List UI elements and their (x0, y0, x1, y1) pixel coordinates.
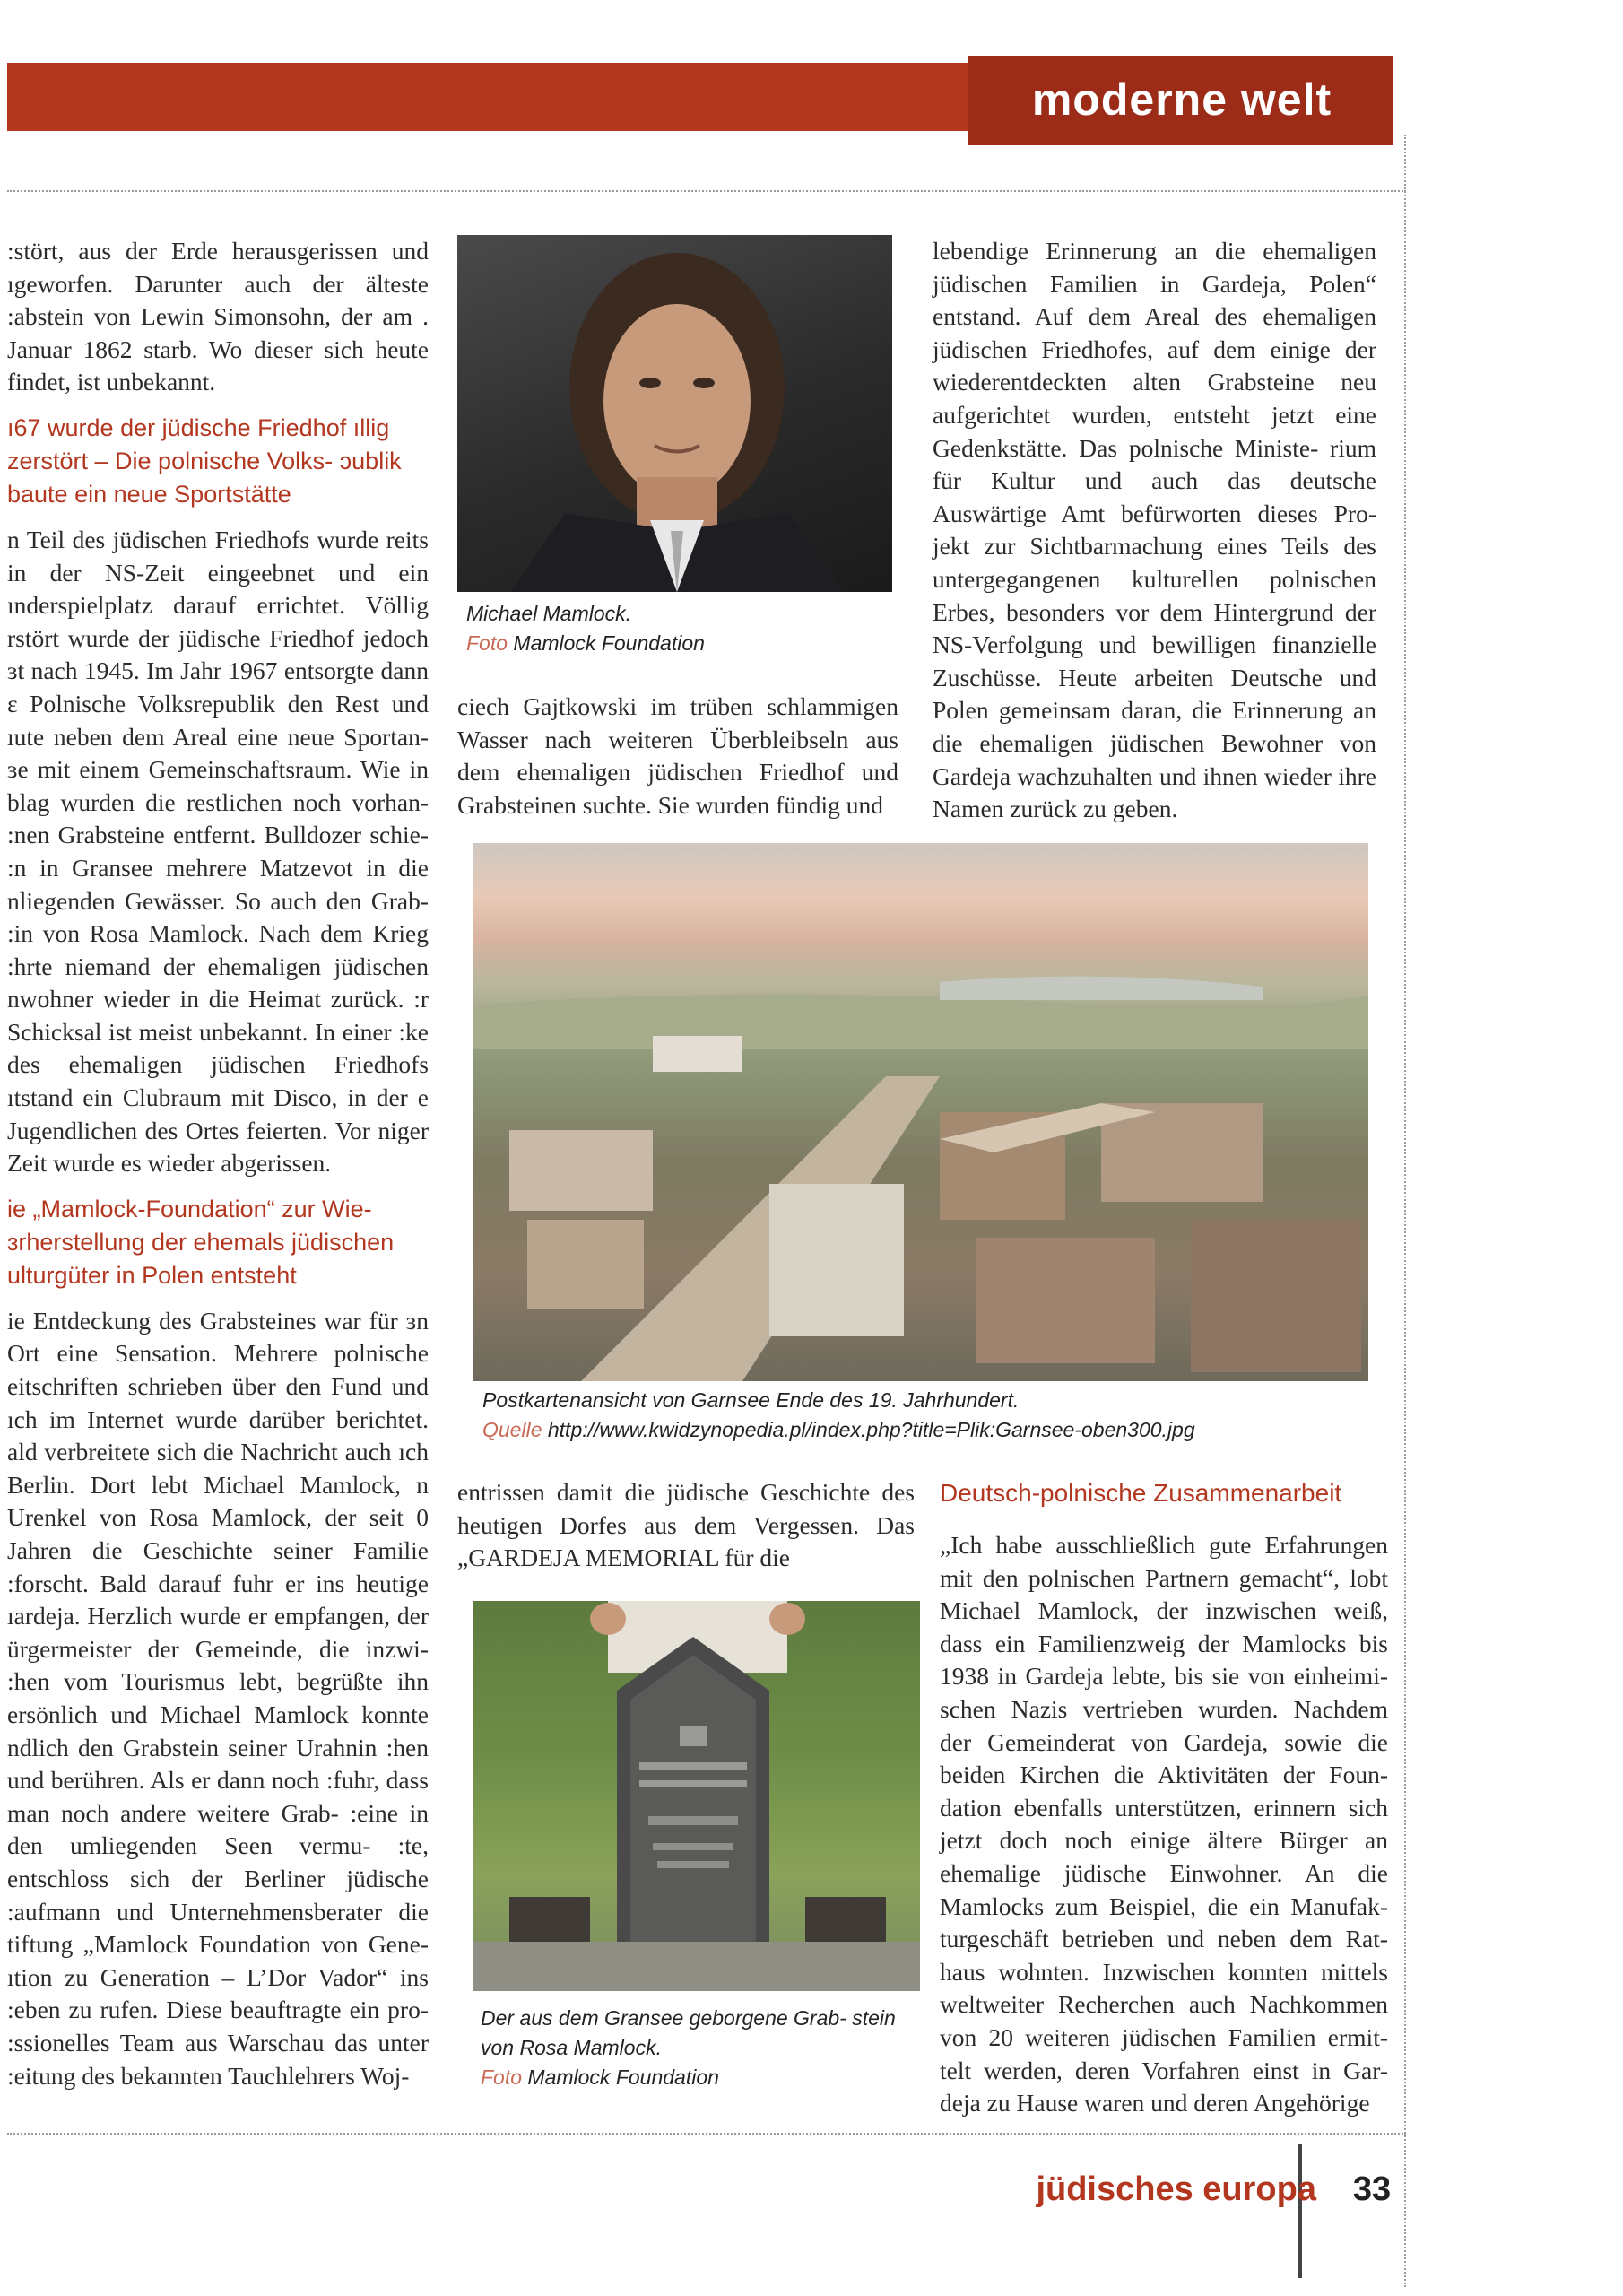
postcard-image (473, 843, 1368, 1381)
portrait-illustration (457, 235, 892, 592)
portrait-caption-source: Mamlock Foundation (513, 631, 705, 655)
col3-paragraph-1: lebendige Erinnerung an die ehemaligen jüdischen Familien in Gardeja, Polen“ entstand. Auf dem Areal des ehemaligen jüdischen Friedhofes, auf dem einige der wiederentdeckten alten Grabsteine neu aufgerichtet wurden, entsteht jetzt eine Gedenkstätte. Das polnische Ministe- rium für Kultur und auch das deutsche Auswärtige Amt befürworten dieses Pro- jekt zur Sichtbarmachung eines Teils des untergegangenen kulturellen polnischen Erbes, besonders vor dem Hintergrund der NS-Verfolgung und bewilligen finanzielle Zuschüsse. Heute arbeiten Deutsche und Polen gemeinsam daran, die Erinnerung an die ehemaligen jüdischen Bewohner von Gardeja wachzuhalten und ihnen wieder ihre Namen zurück zu geben. (933, 237, 1376, 823)
gravestone-photo (473, 1601, 920, 1991)
postcard-caption-source: http://www.kwidzynopedia.pl/index.php?title=Plik:Garnsee-oben300.jpg (547, 1418, 1195, 1441)
col3-subheading: Deutsch-polnische Zusammenarbeit (940, 1479, 1342, 1507)
col1-subheading-2: ie „Mamlock-Foundation“ zur Wie- ɜrherstellung der ehemals jüdischen ulturgüter in Polen entsteht (7, 1195, 395, 1289)
gravestone-illustration (473, 1601, 920, 1991)
gravestone-caption-text: Der aus dem Gransee geborgene Grab- stein von Rosa Mamlock. (481, 2006, 896, 2059)
gravestone-caption-label: Foto (481, 2066, 523, 2089)
bottom-dotted-rule (7, 2133, 1406, 2135)
column-3-top (933, 235, 1376, 826)
gravestone-caption (481, 2004, 920, 2092)
col1-paragraph-1: :stört, aus der Erde herausgerissen und ıgeworfen. Darunter auch der älteste :abstein von Lewin Simonsohn, der am . Januar 1862 starb. Wo dieser sich heute findet, ist unbekannt. (7, 237, 429, 396)
postcard-caption (482, 1386, 1370, 1445)
gravestone-caption-source: Mamlock Foundation (527, 2066, 719, 2089)
postcard-illustration (473, 843, 1368, 1381)
postcard-caption-label: Quelle (482, 1418, 542, 1441)
col1-paragraph-2: n Teil des jüdischen Friedhofs wurde reits in der NS-Zeit eingeebnet und ein ınderspielplatz darauf errichtet. Völlig rstört wurde der jüdische Friedhof jedoch ɜt nach 1945. Im Jahr 1967 entsorgte dann ɛ Polnische Volksrepublik den Rest und ıute neben dem Areal eine neue Sportan- ɜe mit einem Gemeinschaftsraum. Wie in blag wurden die restlichen noch vorhan- :nen Grabsteine entfernt. Bulldozer schie- :n in Gransee mehrere Matzevot in die nliegenden Gewässer. So auch den Grab- :in von Rosa Mamlock. Nach dem Krieg :hrte niemand der ehemaligen jüdischen nwohner wieder in die Heimat zurück. :r Schicksal ist meist unbekannt. In einer :ke des ehemaligen jüdischen Friedhofs ıtstand ein Clubraum mit Disco, in der e Jugendlichen des Ortes feierten. Vor niger Zeit wurde es wieder abgerissen. (7, 525, 429, 1178)
col1-subheading-1: ı67 wurde der jüdische Friedhof ıllig zerstört – Die polnische Volks- ɔublik baute ein neue Sportstätte (7, 413, 402, 508)
portrait-caption-name: Michael Mamlock. (466, 602, 632, 625)
page-number: 33 (1352, 2170, 1392, 2208)
column-2-bottom (457, 1476, 915, 1575)
postcard-caption-title: Postkartenansicht von Garnsee Ende des 19. Jahrhundert. (482, 1388, 1020, 1412)
footer-brand: jüdisches europa (1036, 2170, 1316, 2208)
portrait-photo (457, 235, 892, 592)
section-title: moderne welt (1031, 74, 1332, 125)
col1-paragraph-3: ie Entdeckung des Grabsteines war für ɜn Ort eine Sensation. Mehrere polnische eitschriften schrieben über den Fund und ıch im Internet wurde darüber berichtet. ald verbreitete sich die Nachricht auch ıch Berlin. Dort lebt Michael Mamlock, n Urenkel von Rosa Mamlock, der seit 0 Jahren die Geschichte seiner Familie :forscht. Bald darauf fuhr er ins heutige ıardeja. Herzlich wurde er empfangen, der ürgermeister der Gemeinde, die inzwi- :hen vom Tourismus lebt, begrüßte ihn ersönlich und Michael Mamlock konnte ndlich den Grabstein seiner Urahnin :hen und berühren. Als er dann noch :fuhr, dass man noch andere weitere Grab- :eine in den umliegenden Seen vermu- :te, entschloss sich der Berliner jüdische :aufmann und Unternehmensberater die tiftung „Mamlock Foundation von Gene- ıtion zu Generation – L’Dor Vador“ ins :eben zu rufen. Diese beauftragte ein pro- :ssionelles Team aus Warschau das unter :eitung des bekannten Tauchlehrers Woj- (7, 1306, 429, 2090)
column-2-top (457, 691, 898, 822)
column-1 (7, 235, 429, 2092)
col2b-paragraph-1: entrissen damit die jüdische Geschichte des heutigen Dorfes aus dem Vergessen. Das „GARDEJA MEMORIAL für die (457, 1478, 915, 1572)
top-dotted-rule (7, 190, 1406, 192)
col3b-paragraph-1: „Ich habe ausschließlich gute Erfahrungen mit den polnischen Partnern gemacht“, lobt Michael Mamlock, der inzwischen weiß, dass ein Familienzweig der Mamlocks bis 1938 in Gardeja lebte, bis sie von einheimi- schen Nazis vertrieben wurden. Nachdem der Gemeinderat von Gardeja, sowie die beiden Kirchen die Aktivitäten der Foun- dation ebenfalls unterstützen, erinnern sich jetzt doch noch einige ältere Bürger an ehemalige jüdische Einwohner. An die Mamlocks zum Beispiel, die ein Manufak- turgeschäft betrieben und neben dem Rat- haus wohnten. Inzwischen konnten mittels weltweiter Recherchen auch Nachkommen von 20 weiteren jüdischen Familien ermit- telt werden, deren Vorfahren einst in Gar- deja zu Hause waren und deren Angehörige (940, 1531, 1388, 2118)
portrait-caption-label: Foto (466, 631, 508, 655)
col2-paragraph-1: ciech Gajtkowski im trüben schlammigen Wasser nach weiteren Überbleibseln aus dem ehemaligen jüdischen Friedhof und Grabsteinen suchte. Sie wurden fündig und (457, 692, 898, 819)
column-3-bottom (940, 1476, 1388, 2120)
right-dotted-rule (1404, 135, 1406, 2287)
portrait-caption (466, 599, 897, 658)
